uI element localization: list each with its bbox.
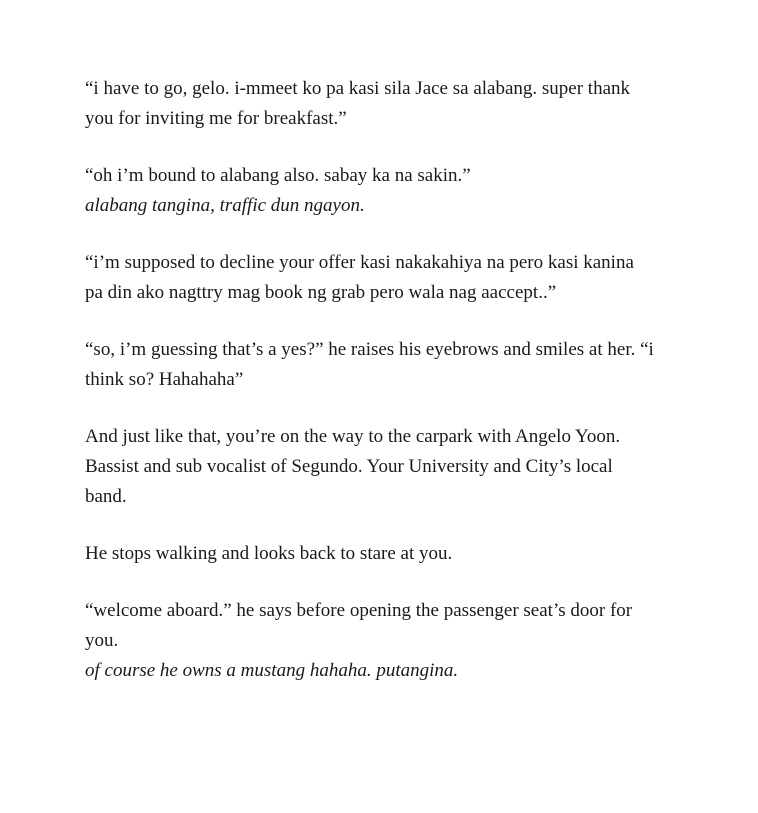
text-line: And just like that, you’re on the way to the carpark with Angelo Yoon. (85, 426, 621, 447)
paragraph-1 (85, 74, 685, 134)
paragraph-5 (85, 422, 685, 512)
paragraph-7 (85, 596, 685, 686)
text-line: “i have to go, gelo. i-mmeet ko pa kasi sila Jace sa alabang. super thank (85, 78, 631, 99)
text-line: “i’m supposed to decline your offer kasi nakakahiya na pero kasi kanina (85, 252, 634, 273)
text-line: think so? Hahahaha” (85, 369, 244, 390)
story-text (85, 74, 685, 713)
text-line: “so, i’m guessing that’s a yes?” he raises his eyebrows and smiles at her. “i (85, 339, 654, 360)
text-line: Bassist and sub vocalist of Segundo. Your University and City’s local (85, 456, 613, 477)
paragraph-6 (85, 539, 685, 569)
text-line: you for inviting me for breakfast.” (85, 108, 347, 129)
text-line: “oh i’m bound to alabang also. sabay ka na sakin.” (85, 165, 471, 186)
italic-thought-line: of course he owns a mustang hahaha. putangina. (85, 660, 459, 681)
text-line: “welcome aboard.” he says before opening the passenger seat’s door for (85, 600, 633, 621)
paragraph-2 (85, 161, 685, 221)
paragraph-3 (85, 248, 685, 308)
italic-thought-line: alabang tangina, traffic dun ngayon. (85, 195, 365, 216)
paragraph-4 (85, 335, 685, 395)
text-line: pa din ako nagttry mag book ng grab pero wala nag aaccept..” (85, 282, 557, 303)
text-line: band. (85, 486, 127, 507)
text-line: you. (85, 630, 119, 651)
text-line: He stops walking and looks back to stare at you. (85, 543, 453, 564)
